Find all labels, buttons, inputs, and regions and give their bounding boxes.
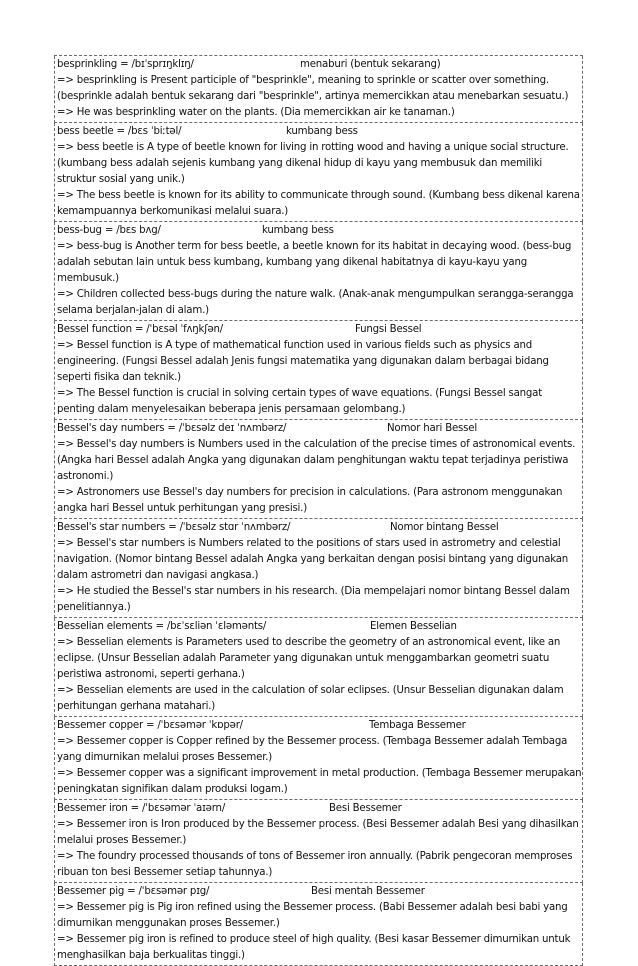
entry-translation: Besi Bessemer	[329, 803, 402, 814]
entry-example: => Children collected bess-bugs during the nature walk. (Anak-anak mengumpulkan serangga-serangga selama berjalan-jalan di alam.)	[57, 289, 574, 316]
entry-header	[57, 619, 582, 635]
entry-bessels-star-numbers	[54, 519, 583, 618]
entry-bessemer-pig	[54, 883, 583, 966]
entry-definition: => Bessel's day numbers is Numbers used in the calculation of the precise times of astronomical events. (Angka hari Bessel adalah Angka yang digunakan dalam penghitungan waktu tepat terjadinya peristiwa astronomi.)	[57, 439, 576, 482]
dictionary-page	[54, 55, 583, 966]
entry-term: Bessel's star numbers = /ˈbɛsəlz stɑr ˈnʌmbərz/	[57, 522, 291, 533]
entry-bess-beetle	[54, 123, 583, 222]
entry-example: => Bessemer copper was a significant improvement in metal production. (Tembaga Bessemer merupakan peningkatan signifikan dalam produksi logam.)	[57, 768, 582, 795]
entry-header	[57, 421, 582, 437]
entry-example: => Bessemer pig iron is refined to produce steel of high quality. (Besi kasar Bessemer dimurnikan untuk menghasilkan baja berkualitas tinggi.)	[57, 934, 571, 961]
entry-term: Bessemer copper = /ˈbɛsəmər ˈkɒpər/	[57, 720, 243, 731]
entry-term: besprinkling = /bɪˈsprɪŋklɪŋ/	[57, 59, 194, 70]
entry-definition: => bess-bug is Another term for bess beetle, a beetle known for its habitat in decaying wood. (bess-bug adalah sebutan lain untuk bess kumbang, kumbang yang dikenal habitatnya di kayu-kayu yang membusuk.)	[57, 241, 572, 284]
entry-header	[57, 884, 582, 900]
entry-header	[57, 322, 582, 338]
entry-definition: => Bessemer iron is Iron produced by the Bessemer process. (Besi Bessemer adalah Besi yang dihasilkan melalui proses Bessemer.)	[57, 819, 579, 846]
entry-definition: => besprinkling is Present participle of "besprinkle", meaning to sprinkle or scatter over something. (besprinkle adalah bentuk sekarang dari "besprinkle", artinya memercikkan atau menebarkan sesuatu.)	[57, 75, 569, 102]
entry-definition: => bess beetle is A type of beetle known for living in rotting wood and having a unique social structure. (kumbang bess adalah sejenis kumbang yang dikenal hidup di kayu yang membusuk dan memiliki struktur sosial yang unik.)	[57, 142, 569, 185]
entry-term: Bessemer iron = /ˈbɛsəmər ˈaɪərn/	[57, 803, 226, 814]
entry-header	[57, 801, 582, 817]
entry-translation: Nomor hari Bessel	[387, 423, 477, 434]
entry-term: Besselian elements = /bɛˈsɛliən ˈɛləmənts/	[57, 621, 267, 632]
entry-bessemer-iron	[54, 800, 583, 883]
entry-example: => Astronomers use Bessel's day numbers for precision in calculations. (Para astronom menggunakan angka hari Bessel untuk perhitungan yang presisi.)	[57, 487, 563, 514]
entry-definition: => Bessemer copper is Copper refined by the Bessemer process. (Tembaga Bessemer adalah Tembaga yang dimurnikan melalui proses Bessemer.)	[57, 736, 568, 763]
entry-translation: Elemen Besselian	[370, 621, 457, 632]
entry-bessels-day-numbers	[54, 420, 583, 519]
entry-header	[57, 223, 582, 239]
entry-example: => He studied the Bessel's star numbers in his research. (Dia mempelajari nomor bintang Bessel dalam penelitiannya.)	[57, 586, 570, 613]
entry-term: bess-bug = /bɛs bʌg/	[57, 225, 161, 236]
entry-example: => The foundry processed thousands of tons of Bessemer iron annually. (Pabrik pengecoran memproses ribuan ton besi Bessemer setiap tahunnya.)	[57, 851, 573, 878]
entry-bessemer-copper	[54, 717, 583, 800]
entry-header	[57, 718, 582, 734]
entry-definition: => Bessel's star numbers is Numbers related to the positions of stars used in astrometry and celestial navigation. (Nomor bintang Bessel adalah Angka yang berkaitan dengan posisi bintang yang digunakan dalam astrometri dan navigasi angkasa.)	[57, 538, 569, 581]
entry-translation: Besi mentah Bessemer	[311, 886, 425, 897]
entry-definition: => Bessel function is A type of mathematical function used in various fields such as physics and engineering. (Fungsi Bessel adalah Jenis fungsi matematika yang digunakan dalam berbagai bidang seperti fisika dan teknik.)	[57, 340, 549, 383]
entry-bess-bug	[54, 222, 583, 321]
entry-example: => The Bessel function is crucial in solving certain types of wave equations. (Fungsi Bessel sangat penting dalam menyelesaikan beberapa jenis persamaan gelombang.)	[57, 388, 543, 415]
entry-translation: Nomor bintang Bessel	[390, 522, 499, 533]
entry-header	[57, 57, 582, 73]
entry-translation: menaburi (bentuk sekarang)	[300, 59, 441, 70]
entry-translation: kumbang bess	[286, 126, 358, 137]
entry-term: Bessel function = /ˈbɛsəl ˈfʌŋkʃən/	[57, 324, 224, 335]
entry-translation: kumbang bess	[262, 225, 334, 236]
entry-translation: Fungsi Bessel	[355, 324, 422, 335]
entry-term: Bessemer pig = /ˈbɛsəmər pɪg/	[57, 886, 210, 897]
entry-bessel-function	[54, 321, 583, 420]
entry-header	[57, 520, 582, 536]
entry-definition: => Besselian elements is Parameters used to describe the geometry of an astronomical event, like an eclipse. (Unsur Besselian adalah Parameter yang digunakan untuk menggambarkan geometri suatu peristiwa astronomi, seperti gerhana.)	[57, 637, 561, 680]
entry-term: Bessel's day numbers = /ˈbɛsəlz deɪ ˈnʌmbərz/	[57, 423, 287, 434]
entry-example: => He was besprinkling water on the plants. (Dia memercikkan air ke tanaman.)	[57, 107, 455, 118]
entry-example: => The bess beetle is known for its ability to communicate through sound. (Kumbang bess dikenal karena kemampuannya berkomunikasi melalui suara.)	[57, 190, 580, 217]
entry-besprinkling	[54, 56, 583, 123]
entry-term: bess beetle = /bɛs ˈbiːtəl/	[57, 126, 182, 137]
entry-definition: => Bessemer pig is Pig iron refined using the Bessemer process. (Babi Bessemer adalah besi babi yang dimurnikan menggunakan proses Bessemer.)	[57, 902, 568, 929]
entry-besselian-elements	[54, 618, 583, 717]
entry-example: => Besselian elements are used in the calculation of solar eclipses. (Unsur Besselian digunakan dalam perhitungan gerhana matahari.)	[57, 685, 564, 712]
entry-translation: Tembaga Bessemer	[369, 720, 466, 731]
entry-header	[57, 124, 582, 140]
